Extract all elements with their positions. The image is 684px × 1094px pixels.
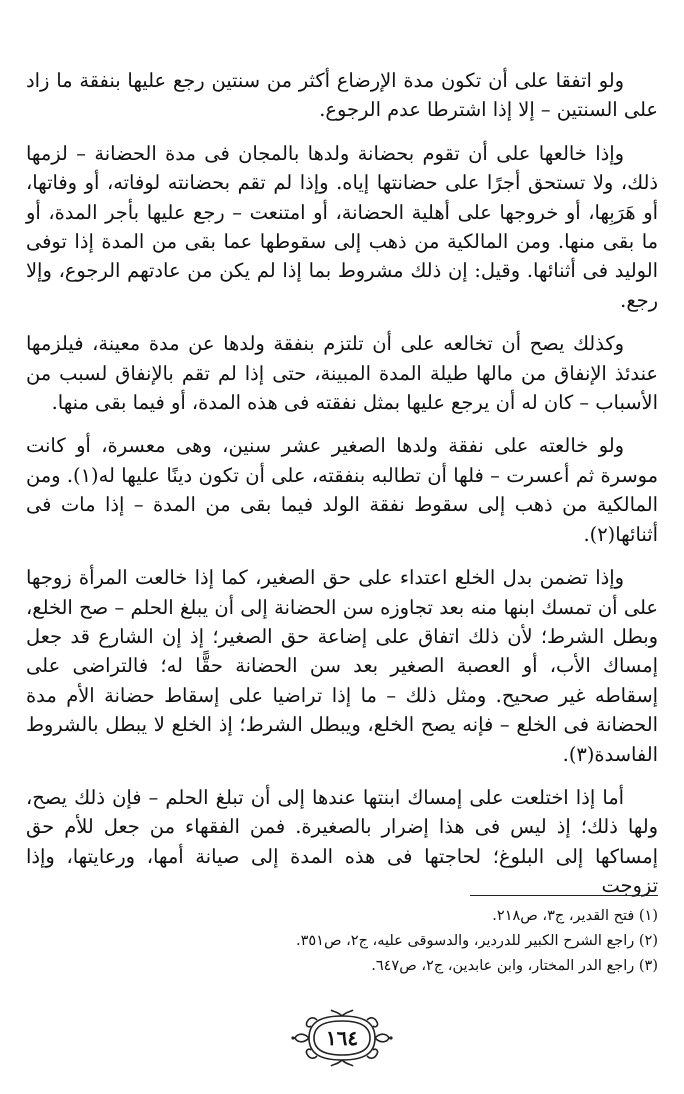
paragraph: ولو خالعته على نفقة ولدها الصغير عشر سنين، وهى معسرة، أو كانت موسرة ثم أعسرت – فلها أن تطالبه بنفقته، على أن تكون دينًا عليها له(١). ومن المالكية من ذهب إلى سقوط نفقة الولد فيما بقى من المدة – إذا مات فى أثنائها(٢). (26, 434, 659, 546)
footnote: (٣) راجع الدر المختار، وابن عابدين، ج٢، ص٦٤٧. (371, 958, 658, 974)
paragraph: أما إذا اختلعت على إمساك ابنتها عندها إلى أن تبلغ الحلم – فإن ذلك يصح، ولها ذلك؛ إذ ليس فى هذا إضرار بالصغيرة. فمن الفقهاء من جعل للأم حق إمساكها إلى البلوغ؛ لحاجتها فى هذه المدة إلى صيانة أمها، ورعايتها، وإذا تزوجت (26, 785, 658, 898)
paragraph: وكذلك يصح أن تخالعه على أن تلتزم بنفقة ولدها عن مدة معينة، فيلزمها عندئذ الإنفاق من مالها طيلة المدة المبينة، حتى إذا لم تقم بالإنفاق لسبب من الأسباب – كان له أن يرجع عليها بمثل نفقته فى هذه المدة، أو فيما بقى منها. (26, 332, 658, 415)
paragraph: وإذا تضمن بدل الخلع اعتداء على حق الصغير، كما إذا خالعت المرأة زوجها على أن تمسك ابنها منه بعد تجاوزه سن الحضانة إلى أن يبلغ الحلم – صح الخلع، وبطل الشرط؛ لأن ذلك اتفاق على إضاعة حق الصغير؛ إذ إن الشارع قد جعل إمساك الأب، أو العصبة الصغير بعد سن الحضانة حقًّا له؛ فالتراضى على إسقاطه غير صحيح. ومثل ذلك – ما إذا تراضيا على إسقاط حضانة الأم مدة الحضانة فى الخلع – فإنه يصح الخلع، ويبطل الشرط؛ إذ الخلع لا يبطل بالشروط الفاسدة(٣). (26, 566, 658, 766)
footnote: (١) فتح القدير، ج٣، ص٢١٨. (492, 908, 658, 924)
footnotes (26, 904, 658, 979)
paragraph: وإذا خالعها على أن تقوم بحضانة ولدها بالمجان فى مدة الحضانة – لزمها ذلك، ولا تستحق أجرًا على حضانتها إياه. وإذا لم تقم بحضانته لوفاته، أو وفاتها، أو هَرَبِها، أو خروجها على أهلية الحضانة، أو امتنعت – رجع عليها بأجر المدة، أو ما بقى منها. ومن المالكية من ذهب إلى سقوطها عما بقى من المدة إذا توفى الوليد فى أثنائها. وقيل: إن ذلك مشروط بما إذا لم يكن من عادتهم الرجوع، وإلا رجع. (26, 141, 658, 312)
page-number-ornament (287, 1008, 397, 1068)
main-text (26, 66, 658, 915)
footnote-divider (470, 895, 658, 896)
paragraph: ولو اتفقا على أن تكون مدة الإرضاع أكثر من سنتين رجع عليها بنفقة ما زاد على السنتين – إلا إذا اشترطا عدم الرجوع. (26, 69, 658, 122)
footnote: (٢) راجع الشرح الكبير للدردير، والدسوقى عليه، ج٢، ص٣٥١. (295, 933, 658, 949)
page-number: ١٦٤ (325, 1026, 359, 1050)
